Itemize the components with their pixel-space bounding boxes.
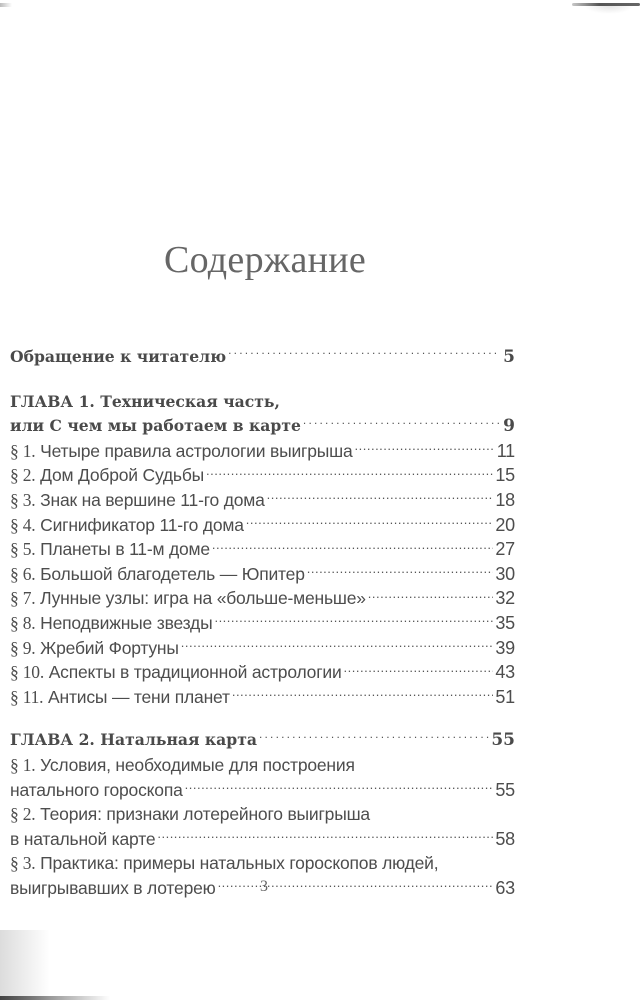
toc-section-entry[interactable] — [10, 537, 515, 562]
toc-chapter-label: ГЛАВА 2. Натальная карта — [10, 730, 257, 750]
section-title: Аспекты в традиционной астрологии — [48, 662, 342, 683]
dot-leader — [206, 464, 493, 482]
spacer — [10, 370, 515, 390]
section-number: § 1. — [10, 440, 36, 461]
section-page: 11 — [496, 440, 515, 461]
toc-section-entry[interactable] — [10, 685, 515, 710]
section-number: § 3. — [10, 853, 36, 874]
toc-section-entry[interactable] — [10, 586, 515, 611]
dot-leader — [232, 685, 494, 703]
section-number: § 3. — [10, 489, 36, 510]
dot-leader — [157, 827, 493, 845]
toc-section-entry[interactable] — [10, 488, 515, 513]
dot-leader — [246, 513, 494, 531]
section-title: Теория: признаки лотерейного выигрыша — [40, 804, 370, 825]
table-of-contents — [10, 345, 515, 900]
toc-chapter-1-title-line2[interactable] — [10, 414, 515, 439]
toc-chapter-2-title[interactable] — [10, 728, 515, 753]
section-title: Большой благодетель — Юпитер — [40, 563, 305, 584]
section-title: Практика: примеры натальных гороскопов людей, — [40, 853, 439, 874]
toc-section-entry[interactable] — [10, 660, 515, 685]
section-title: Антисы — тени планет — [48, 686, 230, 707]
section-page: 35 — [495, 612, 515, 633]
section-page: 55 — [495, 779, 515, 800]
section-page: 63 — [495, 877, 515, 898]
dot-leader — [307, 562, 494, 580]
toc-entry-page: 5 — [503, 347, 515, 367]
section-number: § 2. — [10, 804, 36, 825]
dot-leader — [303, 416, 499, 432]
toc-entry-label: Обращение к читателю — [10, 347, 227, 366]
dot-leader — [355, 439, 495, 457]
section-number: § 8. — [10, 612, 36, 633]
section-number: § 6. — [10, 563, 36, 584]
section-page: 15 — [495, 465, 515, 486]
page-title: Содержание — [163, 239, 367, 281]
toc-section-entry[interactable] — [10, 513, 515, 538]
section-number: § 9. — [10, 637, 36, 658]
section-title: Жребий Фортуны — [40, 637, 179, 658]
section-page: 43 — [495, 662, 515, 683]
section-number: § 10. — [10, 662, 45, 683]
section-title: Лунные узлы: игра на «больше-меньше» — [40, 588, 366, 609]
dot-leader — [267, 488, 494, 506]
section-number: § 7. — [10, 588, 36, 609]
section-page: 32 — [495, 588, 515, 609]
toc-chapter-1-title-line1[interactable] — [10, 390, 515, 415]
toc-chapter-label: ГЛАВА 1. Техническая часть, — [10, 391, 280, 411]
toc-section-entry[interactable] — [10, 439, 515, 464]
section-page: 27 — [495, 539, 515, 560]
toc-section-entry[interactable] — [10, 802, 515, 851]
section-title-continued: выигрывавших в лотерею — [10, 877, 216, 898]
dot-leader — [181, 636, 494, 654]
toc-chapter-page: 9 — [503, 416, 515, 437]
toc-section-entry[interactable] — [10, 463, 515, 488]
toc-section-entry[interactable] — [10, 753, 515, 802]
section-number: § 5. — [10, 539, 36, 560]
section-title: Планеты в 11-м доме — [40, 539, 210, 560]
section-title-continued: в натальной карте — [10, 828, 156, 849]
toc-section-entry[interactable] — [10, 562, 515, 587]
page-number: 3 — [260, 878, 268, 895]
section-number: § 2. — [10, 465, 36, 486]
scan-edge-bottom — [0, 996, 110, 1000]
section-number: § 1. — [10, 754, 36, 775]
section-title-continued: натального гороскопа — [10, 779, 183, 800]
scan-edge-shadow — [584, 6, 634, 14]
dot-leader — [344, 661, 494, 679]
section-title: Знак на вершине 11-го дома — [40, 489, 265, 510]
section-number: § 11. — [10, 686, 44, 707]
section-title: Неподвижные звезды — [40, 612, 213, 633]
toc-chapter-1-sections — [10, 439, 515, 710]
toc-chapter-label: или С чем мы работаем в карте — [10, 416, 301, 436]
section-title: Сигнификатор 11-го дома — [40, 514, 244, 535]
scan-gutter-shadow — [0, 930, 50, 1000]
toc-chapter-page: 55 — [491, 730, 515, 751]
toc-section-entry[interactable] — [10, 611, 515, 636]
section-page: 51 — [495, 686, 515, 707]
toc-entry-intro[interactable] — [10, 345, 515, 370]
section-title: Дом Доброй Судьбы — [40, 465, 205, 486]
section-title: Четыре правила астрологии выигрыша — [40, 440, 353, 461]
dot-leader — [214, 611, 493, 629]
spacer — [10, 709, 515, 728]
section-page: 18 — [495, 489, 515, 510]
section-page: 20 — [495, 514, 515, 535]
toc-section-entry[interactable] — [10, 636, 515, 661]
section-title: Условия, необходимые для построения — [40, 754, 355, 775]
scan-edge-top-left — [0, 3, 12, 7]
section-page: 58 — [495, 828, 515, 849]
dot-leader — [185, 778, 494, 796]
section-page: 39 — [495, 637, 515, 658]
section-number: § 4. — [10, 514, 36, 535]
dot-leader — [212, 538, 494, 556]
section-page: 30 — [495, 563, 515, 584]
dot-leader — [368, 587, 494, 605]
dot-leader — [228, 346, 499, 362]
dot-leader — [259, 730, 489, 746]
